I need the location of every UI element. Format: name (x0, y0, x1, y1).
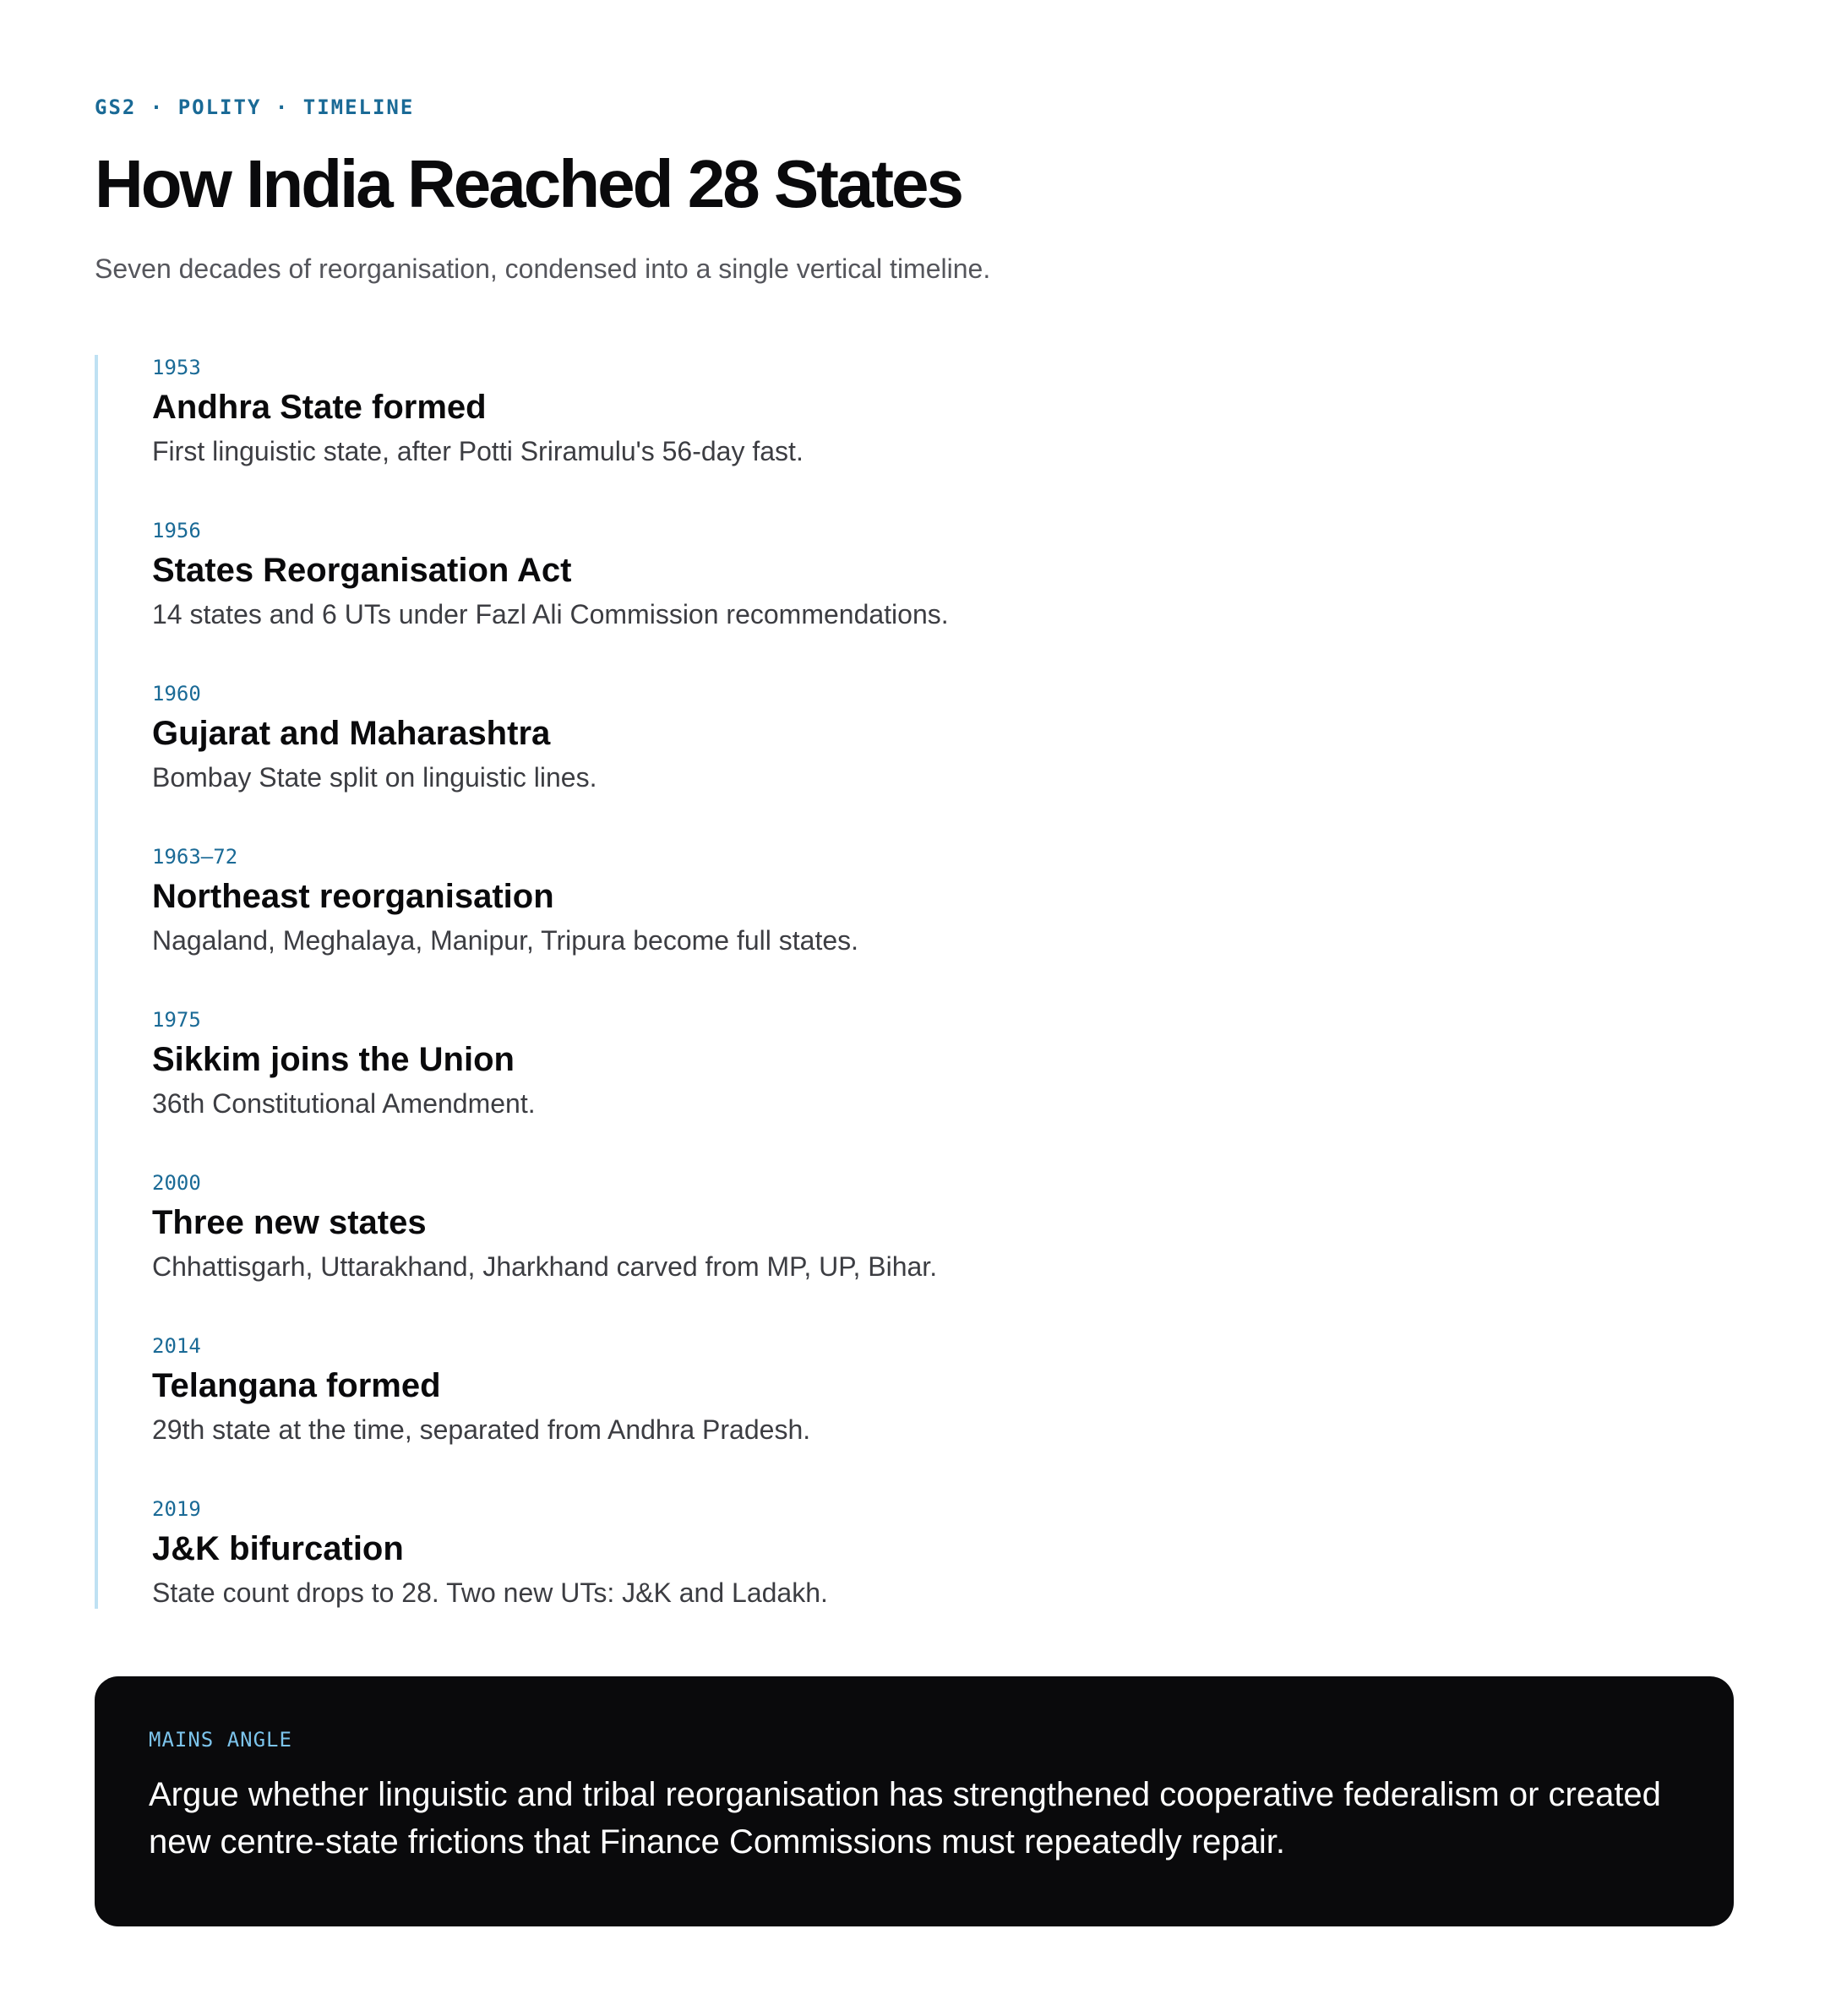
event-title: Three new states (152, 1204, 427, 1241)
event-year: 1960 (152, 682, 201, 706)
page-title: How India Reached 28 States (95, 146, 962, 221)
event-title: Andhra State formed (152, 389, 487, 426)
event-title: Sikkim joins the Union (152, 1041, 515, 1078)
event-year: 1963–72 (152, 845, 238, 869)
timeline-event-2000 (152, 1170, 1250, 1285)
event-year: 1956 (152, 519, 201, 542)
callout-label: MAINS ANGLE (149, 1728, 292, 1752)
mains-angle-callout (95, 1676, 1734, 1926)
timeline-event-1963-72 (152, 844, 1250, 959)
event-description: Chhattisgarh, Uttarakhand, Jharkhand carved from MP, UP, Bihar. (152, 1251, 938, 1282)
event-year: 2000 (152, 1171, 201, 1195)
event-year: 1975 (152, 1008, 201, 1032)
event-title: Northeast reorganisation (152, 878, 554, 915)
event-title: J&K bifurcation (152, 1530, 404, 1567)
event-description: State count drops to 28. Two new UTs: J&K and Ladakh. (152, 1577, 828, 1608)
event-description: 36th Constitutional Amendment. (152, 1088, 536, 1119)
event-title: Telangana formed (152, 1367, 441, 1404)
event-description: Nagaland, Meghalaya, Manipur, Tripura become full states. (152, 925, 859, 956)
timeline-event-1956 (152, 518, 1250, 633)
event-title: Gujarat and Maharashtra (152, 715, 551, 752)
event-year: 1953 (152, 356, 201, 379)
timeline (95, 355, 1281, 1609)
event-year: 2014 (152, 1334, 201, 1358)
timeline-event-1953 (152, 355, 1250, 470)
page-subtitle: Seven decades of reorganisation, condensed into a single vertical timeline. (95, 253, 991, 284)
event-year: 2019 (152, 1497, 201, 1521)
timeline-event-1960 (152, 681, 1250, 796)
event-description: First linguistic state, after Potti Sriramulu's 56-day fast. (152, 436, 804, 466)
event-title: States Reorganisation Act (152, 552, 572, 589)
timeline-event-1975 (152, 1007, 1250, 1122)
event-description: Bombay State split on linguistic lines. (152, 762, 597, 793)
timeline-event-2014 (152, 1333, 1250, 1448)
timeline-event-2019 (152, 1496, 1250, 1611)
callout-text: Argue whether linguistic and tribal reorganisation has strengthened cooperative federalism or created new centre-state frictions that Finance Commissions must repeatedly repair. (149, 1776, 1661, 1861)
event-description: 14 states and 6 UTs under Fazl Ali Commission recommendations. (152, 599, 949, 629)
event-description: 29th state at the time, separated from Andhra Pradesh. (152, 1414, 811, 1445)
eyebrow-label: GS2 · POLITY · TIMELINE (95, 95, 415, 119)
